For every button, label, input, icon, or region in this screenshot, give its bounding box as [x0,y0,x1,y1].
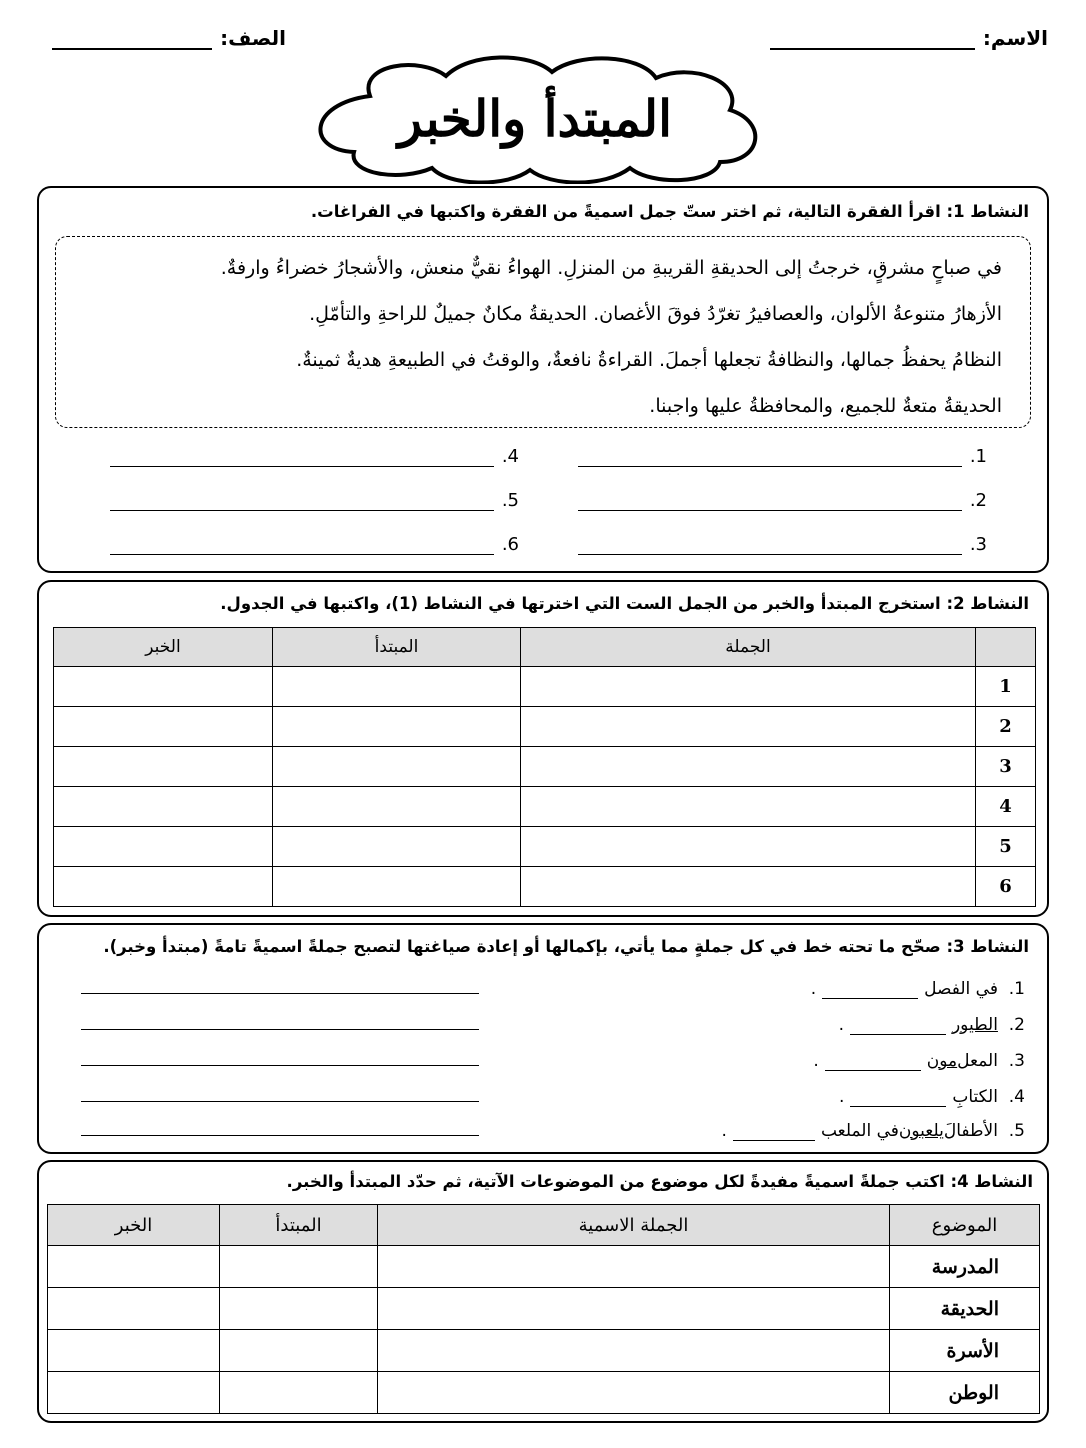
activity4-title: النشاط 4: اكتب جملةً اسميةً مفيدةً لكل موضوع من الموضوعات الآتية، ثم حدّد المبتدأ والخبر. [286,1172,1033,1191]
table-row [48,1288,1040,1330]
predicate-cell[interactable] [54,747,273,787]
predicate-cell[interactable] [48,1246,220,1288]
fill-gap[interactable] [825,1056,921,1071]
title-cloud [300,52,770,184]
header-cell: الموضوع [890,1205,1040,1246]
name-line[interactable] [770,26,975,50]
fill-gap[interactable] [733,1126,815,1141]
sentence-cell[interactable] [378,1372,890,1414]
paragraph-line: في صباحٍ مشرقٍ، خرجتُ إلى الحديقةِ القريبةِ من المنزلِ. الهواءُ نقيٌّ منعش، والأشجارُ خضراءُ وارفةٌ. [220,257,1002,279]
subject-cell[interactable] [273,667,521,707]
predicate-cell[interactable] [54,827,273,867]
paragraph-line: النظامُ يحفظُ جمالها، والنظافةُ تجعلها أجملَ. القراءةُ نافعةٌ، والوقتُ في الطبيعةِ هديةٌ ثمينةٌ. [296,349,1002,371]
table-row [54,787,1036,827]
predicate-cell[interactable] [48,1288,220,1330]
fill-gap[interactable] [822,984,918,999]
sentence-cell[interactable] [521,827,976,867]
activity1-title: النشاط 1: اقرأ الفقرة التالية، ثم اختر ستّ جمل اسميةً من الفقرة واكتبها في الفراغات. [310,202,1029,221]
sentence-cell[interactable] [378,1330,890,1372]
class-line[interactable] [52,26,212,50]
correction-item: 5. الأطفالَ يلعبون في الملعب . [721,1121,1025,1141]
header-cell: الجملة [521,628,976,667]
predicate-cell[interactable] [54,667,273,707]
table-header-row [54,628,1036,667]
sentence-cell[interactable] [521,787,976,827]
sentence-blank[interactable]: 5. [110,490,519,511]
class-field [52,26,286,50]
predicate-cell[interactable] [54,867,273,907]
fill-gap[interactable] [850,1092,946,1107]
subject-cell[interactable] [220,1288,378,1330]
table-row [54,827,1036,867]
answer-line[interactable] [81,1101,479,1102]
answer-line[interactable] [81,1065,479,1066]
name-label: الاسم: [982,26,1048,50]
row-number: 5 [976,827,1036,867]
predicate-cell[interactable] [48,1330,220,1372]
header-cell: الخبر [54,628,273,667]
table-row [54,747,1036,787]
predicate-cell[interactable] [48,1372,220,1414]
subject-cell[interactable] [273,747,521,787]
header-cell: المبتدأ [220,1205,378,1246]
header-cell: الجملة الاسمية [378,1205,890,1246]
correction-item: 1. في الفصل . [810,979,1025,999]
header-cell: المبتدأ [273,628,521,667]
topic-cell: الوطن [890,1372,1040,1414]
extraction-table [53,627,1036,907]
subject-cell[interactable] [273,707,521,747]
activity1-box [37,186,1049,573]
answer-line[interactable] [81,1135,479,1136]
sentence-cell[interactable] [521,667,976,707]
row-number: 1 [976,667,1036,707]
sentence-blank[interactable]: 3. [578,534,987,555]
sentence-blank[interactable]: 2. [578,490,987,511]
activity2-box [37,580,1049,917]
answer-line[interactable] [81,993,479,994]
predicate-cell[interactable] [54,707,273,747]
predicate-cell[interactable] [54,787,273,827]
sentence-cell[interactable] [521,747,976,787]
row-number: 2 [976,707,1036,747]
fill-gap[interactable] [850,1020,946,1035]
class-label: الصف: [220,26,286,50]
correction-item: 4. الكتابِ . [838,1087,1025,1107]
sentence-blank[interactable]: 6. [110,534,519,555]
activity4-box [37,1160,1049,1423]
subject-cell[interactable] [273,827,521,867]
correction-item: 3. المعل مون . [813,1051,1025,1071]
header-cell: الخبر [48,1205,220,1246]
table-row [48,1246,1040,1288]
subject-cell[interactable] [220,1330,378,1372]
subject-cell[interactable] [220,1372,378,1414]
correction-item: 2. الطيور . [838,1015,1025,1035]
table-row [48,1372,1040,1414]
table-row [48,1330,1040,1372]
activity3-box [37,923,1049,1154]
subject-cell[interactable] [220,1246,378,1288]
topic-cell: الحديقة [890,1288,1040,1330]
topics-table [47,1204,1040,1414]
sentence-cell[interactable] [521,707,976,747]
sentence-cell[interactable] [521,867,976,907]
row-number: 3 [976,747,1036,787]
topic-cell: المدرسة [890,1246,1040,1288]
activity3-title: النشاط 3: صحّح ما تحته خط في كل جملةٍ مما يأتي، بإكمالها أو إعادة صياغتها لتصبح جملةً اسميةً تامةً (مبتدأ وخبر). [103,937,1029,956]
paragraph-line: الأزهارُ متنوعةُ الألوان، والعصافيرُ تغرّدُ فوقَ الأغصان. الحديقةُ مكانٌ جميلٌ للراحةِ والتأمّلِ. [309,303,1002,325]
page-title: المبتدأ والخبر [398,88,672,148]
topic-cell: الأسرة [890,1330,1040,1372]
table-row [54,667,1036,707]
sentence-cell[interactable] [378,1246,890,1288]
subject-cell[interactable] [273,867,521,907]
answer-line[interactable] [81,1029,479,1030]
paragraph-line: الحديقةُ متعةٌ للجميع، والمحافظةُ عليها واجبنا. [649,395,1002,417]
row-number: 4 [976,787,1036,827]
sentence-cell[interactable] [378,1288,890,1330]
row-number: 6 [976,867,1036,907]
name-field [770,26,1048,50]
sentence-blank[interactable]: 1. [578,446,987,467]
reading-paragraph [55,236,1031,428]
table-row [54,867,1036,907]
table-header-row [48,1205,1040,1246]
activity2-title: النشاط 2: استخرج المبتدأ والخبر من الجمل الست التي اخترتها في النشاط (1)، واكتبها في الجدول. [220,594,1029,613]
subject-cell[interactable] [273,787,521,827]
header-cell [976,628,1036,667]
table-row [54,707,1036,747]
sentence-blank[interactable]: 4. [110,446,519,467]
